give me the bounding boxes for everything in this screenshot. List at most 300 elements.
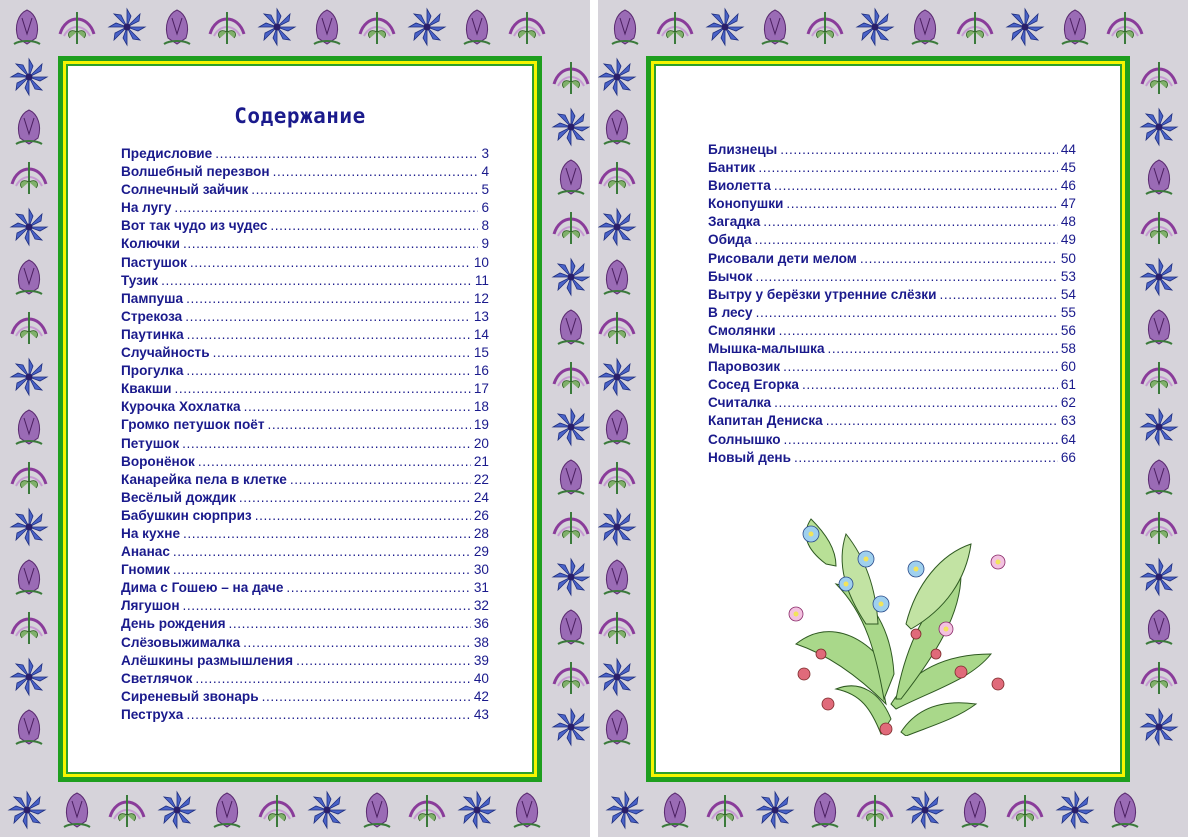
toc-entry-title: Гномик <box>121 562 170 578</box>
toc-entry <box>121 688 489 706</box>
toc-entry-title: Мышка-малышка <box>708 341 825 357</box>
toc-entry <box>121 652 489 670</box>
floral-border-icon <box>54 4 100 50</box>
floral-border-icon <box>548 554 590 600</box>
toc-entry-title: Канарейка пела в клетке <box>121 471 287 487</box>
toc-dot-leader <box>244 398 471 416</box>
toc-entry-title: Смолянки <box>708 322 776 338</box>
toc-entry <box>708 159 1076 177</box>
floral-border-icon <box>1136 54 1182 100</box>
floral-border-icon <box>304 4 350 50</box>
toc-entry <box>121 308 489 326</box>
toc-dot-leader <box>161 272 472 290</box>
floral-border-icon <box>6 504 52 550</box>
floral-border-icon <box>802 787 848 833</box>
toc-dot-leader <box>239 489 471 507</box>
toc-dot-leader <box>213 344 471 362</box>
floral-border-icon <box>404 4 450 50</box>
toc-entry <box>121 272 489 290</box>
floral-border-icon <box>204 787 250 833</box>
toc-dot-leader <box>774 394 1058 412</box>
floral-border-icon <box>6 354 52 400</box>
toc-entry-title: Лягушон <box>121 598 180 614</box>
toc-entry <box>708 358 1076 376</box>
toc-entry-page: 46 <box>1060 178 1076 194</box>
toc-entry-page: 12 <box>473 290 489 306</box>
toc-dot-leader <box>173 543 471 561</box>
toc-entry <box>121 254 489 272</box>
toc-dot-leader <box>267 416 470 434</box>
toc-entry-title: Солнышко <box>708 431 781 447</box>
toc-entry-title: Пеструха <box>121 706 184 722</box>
floral-border-icon <box>1002 4 1048 50</box>
floral-border-icon <box>1052 4 1098 50</box>
floral-border-icon <box>304 787 350 833</box>
floral-border-icon <box>548 304 590 350</box>
floral-border-icon <box>598 254 640 300</box>
toc-dot-leader <box>174 199 478 217</box>
toc-dot-leader <box>190 254 471 272</box>
toc-entry-page: 39 <box>473 652 489 668</box>
toc-entry-page: 36 <box>473 616 489 632</box>
floral-border-icon <box>454 4 500 50</box>
toc-entry <box>121 398 489 416</box>
toc-entry-title: Курочка Хохлатка <box>121 399 241 415</box>
toc-entry-title: Светлячок <box>121 670 193 686</box>
toc-dot-leader <box>187 326 471 344</box>
toc-entry <box>121 489 489 507</box>
toc-dot-leader <box>183 235 478 253</box>
toc-dot-leader <box>273 163 479 181</box>
toc-entry <box>121 145 489 163</box>
toc-entry-page: 47 <box>1060 196 1076 212</box>
toc-entry-page: 58 <box>1060 341 1076 357</box>
floral-border-icon <box>4 4 50 50</box>
toc-entry <box>121 670 489 688</box>
floral-border-icon <box>852 4 898 50</box>
toc-entry-title: Волшебный перезвон <box>121 164 270 180</box>
toc-entry <box>708 250 1076 268</box>
toc-entry-title: Новый день <box>708 449 791 465</box>
toc-entry-page: 61 <box>1060 377 1076 393</box>
toc-entry <box>121 290 489 308</box>
floral-border-icon <box>354 787 400 833</box>
floral-border-icon <box>598 704 640 750</box>
floral-border-icon <box>1136 404 1182 450</box>
toc-dot-leader <box>939 286 1057 304</box>
floral-border-icon <box>1136 204 1182 250</box>
toc-dot-leader <box>756 304 1058 322</box>
toc-entry <box>708 394 1076 412</box>
toc-dot-leader <box>794 449 1058 467</box>
toc-dot-leader <box>758 159 1058 177</box>
toc-entry-title: Капитан Дениска <box>708 413 823 429</box>
toc-entry-page: 54 <box>1060 286 1076 302</box>
toc-entry-title: Сосед Егорка <box>708 377 799 393</box>
toc-entry <box>121 615 489 633</box>
floral-border-icon <box>548 354 590 400</box>
floral-border-icon <box>598 104 640 150</box>
toc-entry-title: Загадка <box>708 214 761 230</box>
floral-border-icon <box>6 604 52 650</box>
toc-entry-page: 30 <box>473 562 489 578</box>
toc-dot-leader <box>826 412 1058 430</box>
toc-entry <box>121 543 489 561</box>
toc-entry <box>121 634 489 652</box>
toc-entry-page: 55 <box>1060 304 1076 320</box>
toc-entry <box>121 326 489 344</box>
floral-border-icon <box>6 254 52 300</box>
toc-entry-page: 44 <box>1060 142 1076 157</box>
toc-entry-page: 45 <box>1060 160 1076 176</box>
floral-border-icon <box>548 154 590 200</box>
floral-border-icon <box>254 4 300 50</box>
toc-entry <box>121 579 489 597</box>
floral-border-icon <box>548 204 590 250</box>
toc-entry-title: Весёлый дождик <box>121 489 236 505</box>
toc-dot-leader <box>186 362 470 380</box>
toc-entry <box>121 235 489 253</box>
toc-dot-leader <box>860 250 1058 268</box>
toc-entry-page: 50 <box>1060 250 1076 266</box>
floral-border-icon <box>602 787 648 833</box>
toc-entry-page: 49 <box>1060 232 1076 248</box>
toc-dot-leader <box>186 290 471 308</box>
floral-border-icon <box>1102 787 1148 833</box>
toc-dot-leader <box>243 634 471 652</box>
toc-dot-leader <box>185 308 471 326</box>
floral-border-icon <box>598 204 640 250</box>
toc-dot-leader <box>173 561 471 579</box>
toc-dot-leader <box>255 507 471 525</box>
toc-entry-page: 6 <box>481 200 489 216</box>
toc-entry-title: Вот так чудо из чудес <box>121 218 268 234</box>
floral-border-icon <box>1136 554 1182 600</box>
toc-dot-leader <box>780 141 1058 159</box>
right-frame <box>646 56 1130 782</box>
toc-entry-title: Близнецы <box>708 142 778 157</box>
floral-border-icon <box>154 4 200 50</box>
toc-entry-page: 63 <box>1060 413 1076 429</box>
toc-entry-page: 29 <box>473 544 489 560</box>
toc-entry <box>708 412 1076 430</box>
toc-entry-title: Квакши <box>121 381 172 397</box>
toc-entry <box>121 525 489 543</box>
toc-entry <box>708 340 1076 358</box>
floral-border-icon <box>598 354 640 400</box>
toc-entry <box>708 195 1076 213</box>
floral-border-icon <box>6 54 52 100</box>
toc-entry-title: Паровозик <box>708 359 781 375</box>
toc-entry <box>121 416 489 434</box>
floral-border-icon <box>652 787 698 833</box>
floral-border-icon <box>548 604 590 650</box>
floral-border-icon <box>1136 454 1182 500</box>
toc-dot-leader <box>774 177 1058 195</box>
toc-entry-page: 3 <box>481 146 489 161</box>
page-title: Содержание <box>234 104 366 128</box>
toc-entry-title: Виолетта <box>708 178 771 194</box>
floral-border-icon <box>548 504 590 550</box>
toc-entry <box>708 213 1076 231</box>
toc-entry-page: 43 <box>473 706 489 722</box>
toc-entry <box>121 706 489 724</box>
toc-entry-page: 14 <box>473 326 489 342</box>
floral-border-icon <box>598 554 640 600</box>
floral-border-icon <box>548 54 590 100</box>
toc-entry-page: 5 <box>481 182 489 198</box>
floral-border-icon <box>902 4 948 50</box>
floral-border-icon <box>6 454 52 500</box>
toc-dot-leader <box>182 435 471 453</box>
toc-entry-page: 10 <box>473 254 489 270</box>
toc-entry-title: Считалка <box>708 395 772 411</box>
toc-entry <box>708 177 1076 195</box>
toc-entry-page: 21 <box>473 453 489 469</box>
toc-dot-leader <box>290 471 471 489</box>
toc-entry-title: Петушок <box>121 435 180 451</box>
toc-entry <box>708 376 1076 394</box>
toc-entry <box>121 453 489 471</box>
toc-dot-leader <box>786 195 1057 213</box>
toc-entry-title: Рисовали дети мелом <box>708 250 857 266</box>
toc-dot-leader <box>802 376 1058 394</box>
floral-border-icon <box>598 504 640 550</box>
toc-dot-leader <box>270 217 478 235</box>
floral-border-icon <box>752 4 798 50</box>
floral-border-icon <box>6 704 52 750</box>
right-page <box>598 0 1188 837</box>
toc-entry-title: Воронёнок <box>121 453 195 469</box>
toc-entry <box>121 163 489 181</box>
toc-dot-leader <box>251 181 478 199</box>
toc-dot-leader <box>779 322 1058 340</box>
left-frame-inner <box>66 64 534 774</box>
toc-entry-page: 24 <box>473 489 489 505</box>
toc-entry-page: 17 <box>473 381 489 397</box>
floral-border-icon <box>598 454 640 500</box>
toc-entry <box>121 561 489 579</box>
toc-entry-title: Солнечный зайчик <box>121 182 249 198</box>
floral-border-icon <box>254 787 300 833</box>
toc-entry-page: 16 <box>473 363 489 379</box>
toc-entry-page: 31 <box>473 580 489 596</box>
page-gutter <box>590 0 598 837</box>
floral-border-icon <box>504 4 550 50</box>
toc-entry-title: Громко петушок поёт <box>121 417 265 433</box>
toc-entry-title: Пастушок <box>121 254 187 270</box>
toc-entry-page: 28 <box>473 525 489 541</box>
floral-border-icon <box>602 4 648 50</box>
toc-entry-title: Паутинка <box>121 326 184 342</box>
toc-entry <box>121 217 489 235</box>
toc-entry-page: 18 <box>473 399 489 415</box>
toc-entry-title: Обида <box>708 232 752 248</box>
toc-entry-page: 26 <box>473 507 489 523</box>
floral-border-icon <box>1136 504 1182 550</box>
toc-entry-page: 13 <box>473 308 489 324</box>
toc-dot-leader <box>215 145 478 163</box>
toc-entry-title: Бычок <box>708 268 753 284</box>
floral-border-icon <box>1136 604 1182 650</box>
floral-border-icon <box>1102 4 1148 50</box>
toc-entry-title: В лесу <box>708 304 753 320</box>
floral-border-icon <box>802 4 848 50</box>
toc-dot-leader <box>262 688 471 706</box>
toc-entry-page: 15 <box>473 345 489 361</box>
toc-entry <box>708 431 1076 449</box>
floral-border-icon <box>404 787 450 833</box>
floral-border-icon <box>902 787 948 833</box>
toc-dot-leader <box>828 340 1058 358</box>
floral-border-icon <box>6 654 52 700</box>
floral-border-icon <box>1136 254 1182 300</box>
toc-entry-page: 4 <box>481 164 489 180</box>
toc-entry-page: 22 <box>473 471 489 487</box>
toc-entry-page: 8 <box>481 218 489 234</box>
toc-dot-leader <box>784 431 1058 449</box>
toc-entry-page: 53 <box>1060 268 1076 284</box>
toc-entry <box>121 435 489 453</box>
floral-border-icon <box>548 654 590 700</box>
toc-entry-title: Тузик <box>121 272 159 288</box>
toc-entry-title: Конопушки <box>708 196 784 212</box>
toc-entry-page: 62 <box>1060 395 1076 411</box>
floral-border-icon <box>6 204 52 250</box>
toc-entry-page: 56 <box>1060 322 1076 338</box>
toc-dot-leader <box>763 213 1058 231</box>
toc-entry-title: Слёзовыжималка <box>121 634 241 650</box>
floral-border-icon <box>354 4 400 50</box>
toc-entry-title: Бабушкин сюрприз <box>121 507 252 523</box>
left-frame <box>58 56 542 782</box>
floral-border-icon <box>1052 787 1098 833</box>
floral-border-icon <box>952 787 998 833</box>
toc-dot-leader <box>286 579 470 597</box>
floral-border-icon <box>1136 154 1182 200</box>
right-toc-list <box>708 141 1076 467</box>
toc-entry-title: Ананас <box>121 544 170 560</box>
floral-border-icon <box>1136 104 1182 150</box>
toc-dot-leader <box>183 597 471 615</box>
toc-entry-page: 9 <box>481 236 489 252</box>
toc-dot-leader <box>783 358 1058 376</box>
floral-border-icon <box>1002 787 1048 833</box>
floral-border-icon <box>548 254 590 300</box>
toc-entry-title: Бантик <box>708 160 756 176</box>
toc-entry-page: 19 <box>473 417 489 433</box>
toc-dot-leader <box>183 525 471 543</box>
left-toc-list <box>121 145 489 724</box>
floral-border-icon <box>598 654 640 700</box>
toc-entry-title: Алёшкины размышления <box>121 652 294 668</box>
floral-border-icon <box>6 304 52 350</box>
toc-entry <box>121 344 489 362</box>
floral-border-icon <box>752 787 798 833</box>
floral-border-icon <box>952 4 998 50</box>
toc-dot-leader <box>755 268 1057 286</box>
toc-dot-leader <box>755 231 1058 249</box>
floral-border-icon <box>1136 704 1182 750</box>
toc-entry-page: 60 <box>1060 359 1076 375</box>
floral-border-icon <box>548 454 590 500</box>
left-page <box>0 0 590 837</box>
floral-border-icon <box>1136 654 1182 700</box>
toc-dot-leader <box>296 652 471 670</box>
toc-dot-leader <box>186 706 471 724</box>
toc-entry <box>708 304 1076 322</box>
toc-dot-leader <box>175 380 471 398</box>
toc-entry-title: Дима с Гошею – на даче <box>121 580 284 596</box>
floral-border-icon <box>852 787 898 833</box>
floral-border-icon <box>154 787 200 833</box>
toc-entry-page: 42 <box>473 688 489 704</box>
floral-border-icon <box>548 704 590 750</box>
floral-border-icon <box>504 787 550 833</box>
floral-border-icon <box>598 154 640 200</box>
toc-entry <box>121 380 489 398</box>
floral-border-icon <box>1136 304 1182 350</box>
floral-border-icon <box>548 104 590 150</box>
floral-border-icon <box>702 4 748 50</box>
toc-entry <box>708 231 1076 249</box>
floral-border-icon <box>652 4 698 50</box>
floral-border-icon <box>598 604 640 650</box>
toc-entry-page: 38 <box>473 634 489 650</box>
toc-entry-page: 48 <box>1060 214 1076 230</box>
floral-border-icon <box>104 4 150 50</box>
floral-border-icon <box>1136 354 1182 400</box>
toc-dot-leader <box>195 670 470 688</box>
floral-border-icon <box>6 554 52 600</box>
toc-entry <box>121 597 489 615</box>
floral-border-icon <box>454 787 500 833</box>
floral-border-icon <box>598 404 640 450</box>
toc-entry-title: На кухне <box>121 525 181 541</box>
toc-entry-page: 32 <box>473 598 489 614</box>
toc-entry-page: 20 <box>473 435 489 451</box>
toc-entry <box>121 362 489 380</box>
toc-entry <box>121 471 489 489</box>
toc-entry-title: Прогулка <box>121 363 184 379</box>
floral-border-icon <box>6 404 52 450</box>
toc-entry-title: Колючки <box>121 236 181 252</box>
toc-entry-title: Предисловие <box>121 146 213 161</box>
toc-entry-title: На лугу <box>121 200 172 216</box>
toc-dot-leader <box>198 453 471 471</box>
toc-entry-title: Случайность <box>121 345 210 361</box>
floral-border-icon <box>548 404 590 450</box>
toc-entry-page: 11 <box>474 272 489 288</box>
floral-border-icon <box>598 54 640 100</box>
toc-entry-page: 64 <box>1060 431 1076 447</box>
floral-border-icon <box>6 104 52 150</box>
toc-entry-page: 40 <box>473 670 489 686</box>
toc-entry <box>708 286 1076 304</box>
toc-entry <box>121 199 489 217</box>
toc-entry-title: День рождения <box>121 616 226 632</box>
floral-border-icon <box>204 4 250 50</box>
floral-border-icon <box>4 787 50 833</box>
floral-border-icon <box>702 787 748 833</box>
floral-border-icon <box>104 787 150 833</box>
toc-entry <box>708 322 1076 340</box>
toc-entry <box>708 141 1076 159</box>
toc-entry-title: Стрекоза <box>121 308 183 324</box>
toc-entry <box>121 181 489 199</box>
toc-entry <box>121 507 489 525</box>
toc-entry-title: Сиреневый звонарь <box>121 688 259 704</box>
